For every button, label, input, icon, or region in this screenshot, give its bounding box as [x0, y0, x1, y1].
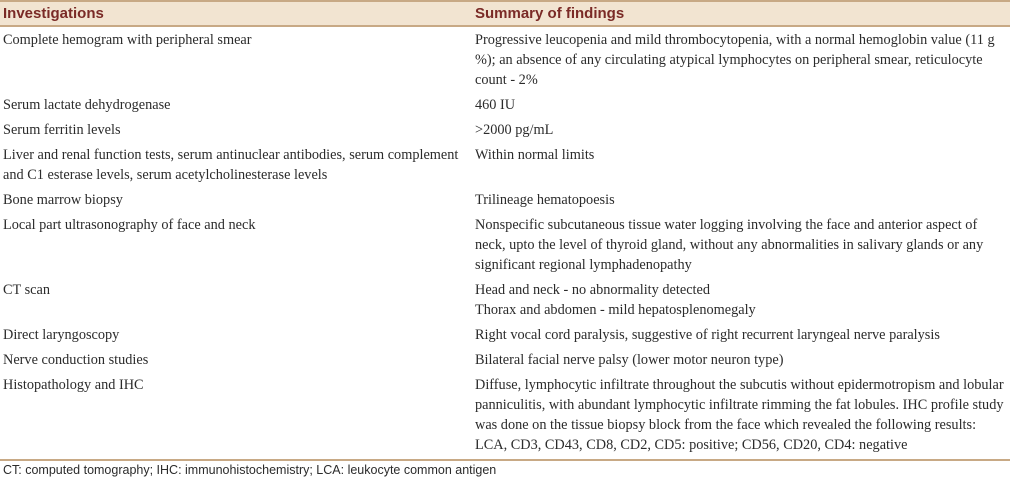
- investigation-cell: Liver and renal function tests, serum antinuclear antibodies, serum complement and C1 esterase levels, serum acetylcholinesterase levels: [3, 147, 459, 183]
- header-summary-of-findings: Summary of findings: [475, 5, 625, 22]
- table-row: [0, 212, 1010, 277]
- finding-cell: Within normal limits: [475, 147, 595, 163]
- finding-cell: Right vocal cord paralysis, suggestive of right recurrent laryngeal nerve paralysis: [475, 327, 940, 343]
- table-row: [0, 322, 1010, 347]
- finding-cell: Trilineage hematopoesis: [475, 192, 615, 208]
- investigation-cell: Nerve conduction studies: [3, 352, 149, 368]
- investigation-cell: Serum lactate dehydrogenase: [3, 97, 171, 113]
- table-footnote: CT: computed tomography; IHC: immunohistochemistry; LCA: leukocyte common antigen: [3, 463, 497, 477]
- investigation-cell: Serum ferritin levels: [3, 122, 121, 138]
- investigation-cell: Histopathology and IHC: [3, 377, 144, 393]
- finding-cell: [474, 277, 1010, 322]
- investigation-cell: Local part ultrasonography of face and neck: [3, 217, 256, 233]
- finding-cell: 460 IU: [475, 97, 516, 113]
- table-row: [0, 347, 1010, 372]
- finding-cell: >2000 pg/mL: [475, 122, 554, 138]
- finding-cell: Bilateral facial nerve palsy (lower motor neuron type): [475, 352, 784, 368]
- finding-cell: Diffuse, lymphocytic infiltrate throughout the subcutis without epidermotropism and lobular panniculitis, with abundant lymphocytic infiltrate rimming the fat lobules. IHC profile study was done on the tissue biopsy block from the face which revealed the following results: LCA, CD3, CD43, CD8, CD2, CD5: positive; CD56, CD20, CD4: negative: [475, 377, 1004, 453]
- investigation-cell: Direct laryngoscopy: [3, 327, 120, 343]
- table-row: [0, 92, 1010, 117]
- finding-cell: Nonspecific subcutaneous tissue water logging involving the face and anterior aspect of neck, upto the level of thyroid gland, without any abnormalities in salivary glands or any significant regional lymphadenopathy: [475, 217, 984, 273]
- investigation-cell: Bone marrow biopsy: [3, 192, 123, 208]
- investigation-cell: CT scan: [3, 282, 50, 298]
- finding-line: Head and neck - no abnormality detected: [475, 282, 711, 298]
- table-row: [0, 372, 1010, 457]
- header-investigations: Investigations: [3, 5, 104, 22]
- table-row: [0, 117, 1010, 142]
- finding-cell: Progressive leucopenia and mild thrombocytopenia, with a normal hemoglobin value (11 g %); an absence of any circulating atypical lymphocytes on peripheral smear, reticulocyte count - 2%: [475, 32, 995, 88]
- table-row: [0, 187, 1010, 212]
- table-row: [0, 142, 1010, 187]
- table-header-row: [0, 0, 1010, 27]
- finding-line: Thorax and abdomen - mild hepatosplenomegaly: [475, 302, 756, 318]
- table-row: [0, 277, 1010, 322]
- table-row: [0, 27, 1010, 92]
- investigation-cell: Complete hemogram with peripheral smear: [3, 32, 252, 48]
